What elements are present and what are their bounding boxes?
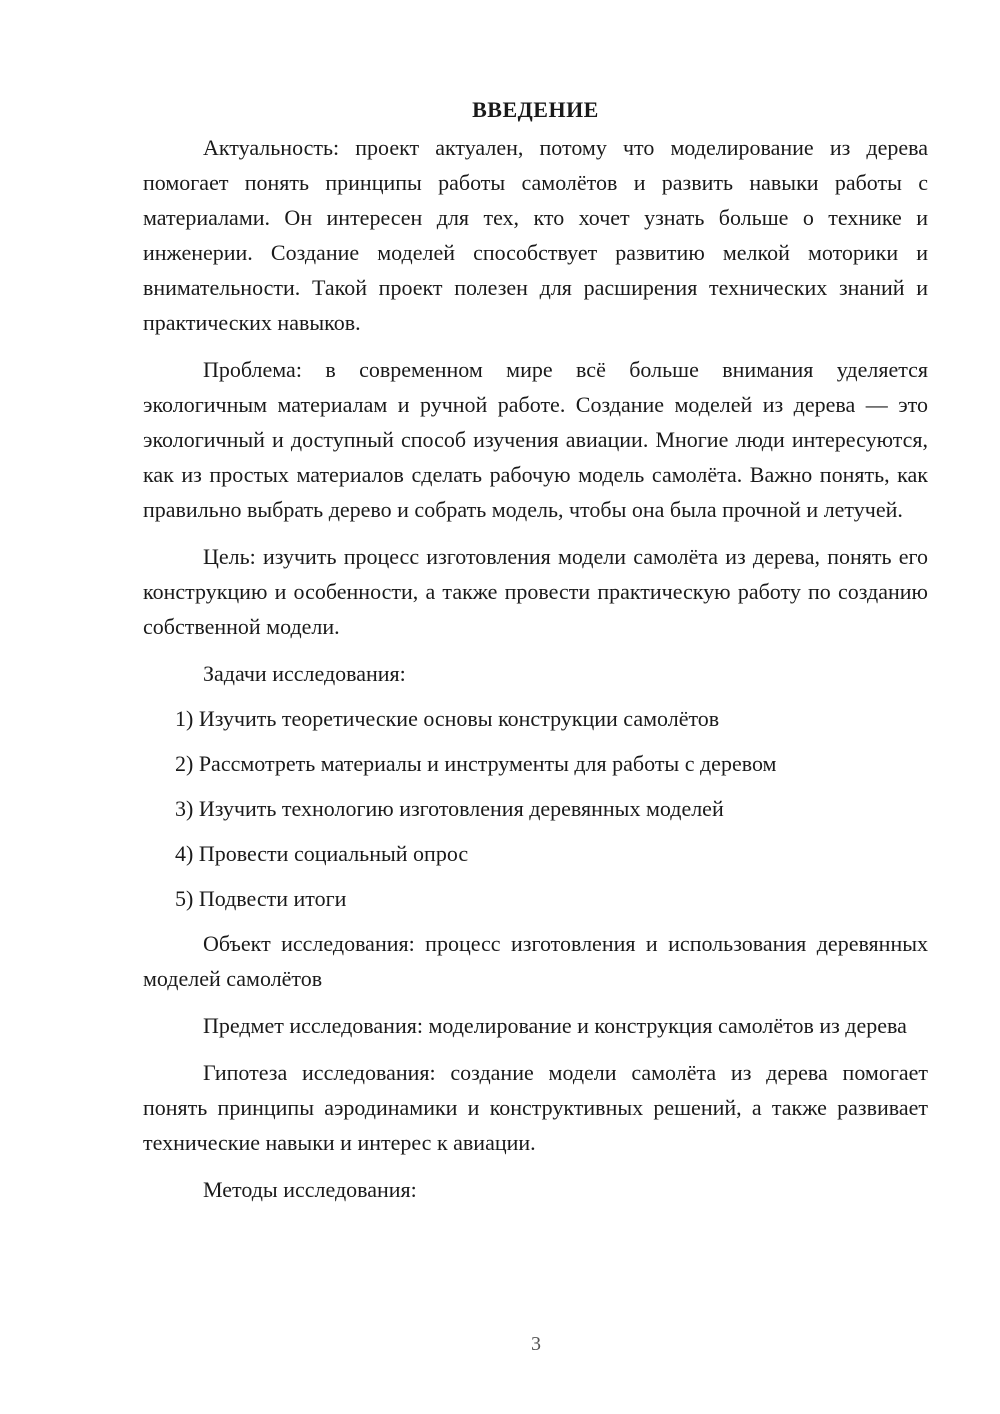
document-page	[143, 92, 928, 1207]
task-item-1: 1) Изучить теоретические основы конструкции самолётов	[175, 706, 720, 731]
paragraph-object: Объект исследования: процесс изготовления и использования деревянных моделей самолётов	[143, 931, 928, 991]
task-item-3: 3) Изучить технологию изготовления деревянных моделей	[175, 796, 724, 821]
task-item-2: 2) Рассмотреть материалы и инструменты для работы с деревом	[175, 751, 777, 776]
task-item-5: 5) Подвести итоги	[175, 886, 347, 911]
tasks-heading: Задачи исследования:	[203, 661, 406, 686]
paragraph-problem: Проблема: в современном мире всё больше внимания уделяется экологичным материалам и ручной работе. Создание моделей из дерева — это экологичный и доступный способ изучения авиации. Многие люди интересуются, как из простых материалов сделать рабочую модель самолёта. Важно понять, как правильно выбрать дерево и собрать модель, чтобы она была прочной и летучей.	[143, 357, 928, 522]
paragraph-relevance: Актуальность: проект актуален, потому что моделирование из дерева помогает понять принципы работы самолётов и развить навыки работы с материалами. Он интересен для тех, кто хочет узнать больше о технике и инженерии. Создание моделей способствует развитию мелкой моторики и внимательности. Такой проект полезен для расширения технических знаний и практических навыков.	[143, 135, 928, 335]
task-list	[143, 701, 928, 916]
section-title: ВВЕДЕНИЕ	[472, 97, 599, 122]
page-number: 3	[531, 1333, 541, 1355]
methods-heading: Методы исследования:	[203, 1177, 417, 1202]
paragraph-subject: Предмет исследования: моделирование и конструкция самолётов из дерева	[203, 1013, 907, 1038]
paragraph-goal: Цель: изучить процесс изготовления модели самолёта из дерева, понять его конструкцию и особенности, а также провести практическую работу по созданию собственной модели.	[143, 544, 928, 639]
task-item-4: 4) Провести социальный опрос	[175, 841, 469, 866]
paragraph-hypothesis: Гипотеза исследования: создание модели самолёта из дерева помогает понять принципы аэродинамики и конструктивных решений, а также развивает технические навыки и интерес к авиации.	[143, 1060, 928, 1155]
